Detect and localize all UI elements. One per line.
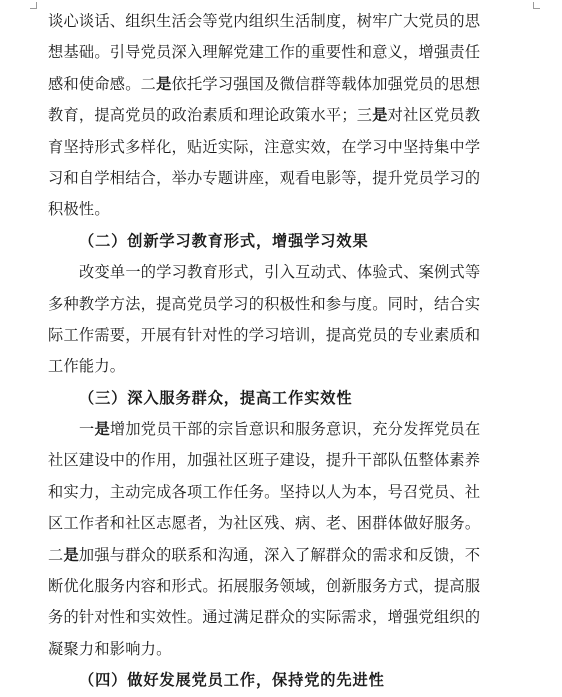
text-line: 想基础。引导党员深入理解党建工作的重要性和意义，增强责任 (48, 43, 481, 62)
text-line: 工作能力。 (48, 357, 126, 376)
section-heading: （四）做好发展党员工作，保持党的先进性 (79, 671, 385, 690)
text-line: 际工作需要，开展有针对性的学习培训，提高党员的专业素质和 (48, 325, 481, 344)
text-line: 凝聚力和影响力。 (48, 639, 172, 658)
text-line: 二是加强与群众的联系和沟通，深入了解群众的需求和反馈，不 (48, 545, 481, 564)
text-line: 谈心谈话、组织生活会等党内组织生活制度，树牢广大党员的思 (48, 12, 481, 30)
text-line: 积极性。 (48, 200, 110, 219)
text-line: 育坚持形式多样化，贴近实际，注意实效，在学习中坚持集中学 (48, 137, 481, 156)
section-heading: （二）创新学习教育形式，增强学习效果 (79, 231, 369, 250)
text-line: 区工作者和社区志愿者，为社区残、病、老、困群体做好服务。 (48, 514, 481, 533)
margin-corner-mark-left (30, 2, 37, 9)
text-line: 多种教学方法，提高党员学习的积极性和参与度。同时，结合实 (48, 294, 481, 313)
text-line: 教育，提高党员的政治素质和理论政策水平；三是对社区党员教 (48, 106, 481, 125)
text-line: 习和自学相结合，举办专题讲座，观看电影等，提升党员学习的 (48, 168, 481, 187)
text-line: 社区建设中的作用，加强社区班子建设，提升干部队伍整体素养 (48, 451, 481, 470)
section-heading: （三）深入服务群众，提高工作实效性 (79, 388, 353, 407)
paragraph-first-line: 一是增加党员干部的宗旨意识和服务意识，充分发挥党员在 (79, 420, 481, 439)
margin-corner-mark-right (533, 2, 540, 9)
document-body (48, 6, 524, 697)
text-line: 感和使命感。二是依托学习强国及微信群等载体加强党员的思想 (48, 74, 481, 93)
text-line: 和实力，主动完成各项工作任务。坚持以人为本，号召党员、社 (48, 482, 481, 501)
text-line: 断优化服务内容和形式。拓展服务领域，创新服务方式，提高服 (48, 577, 481, 596)
paragraph-first-line: 改变单一的学习教育形式，引入互动式、体验式、案例式等 (79, 263, 481, 282)
text-line: 务的针对性和实效性。通过满足群众的实际需求，增强党组织的 (48, 608, 481, 627)
